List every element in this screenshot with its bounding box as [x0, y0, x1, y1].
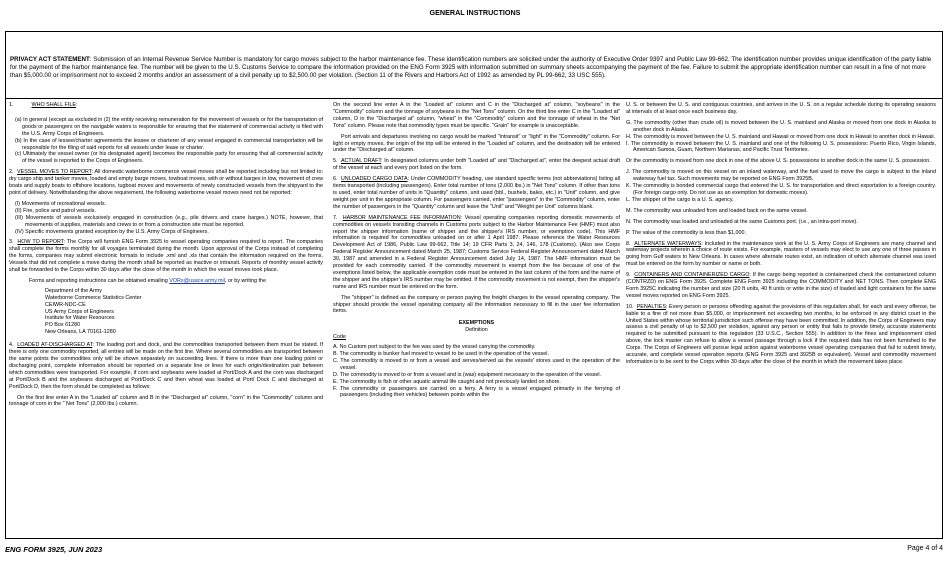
section-2-iv: (IV) Specific movements granted exception by the U.S. Army Corps of Engineers.	[15, 228, 209, 235]
col2-para-2: Port arrivals and departures involving no cargo would be marked "intransit" or "light" in the "Commodity" column. For light or empty moves, the origin of the trip will be entered in the "Loaded at" column, and the destination will be entered under the "Discharged at" column.	[333, 133, 620, 154]
section-4-end: On the first line enter A in the "Loaded at" column and B in the "Discharged at" column, "corn" in the "Commodity" column and tonnage of corn in the " Net Tons" (2,000 lbs.) column.	[9, 394, 323, 408]
exemption-h: H. The commodity is moved between the U. S. mainland and Hawaii or moved from one dock in Hawaii to another dock in Hawaii.	[626, 133, 936, 140]
section-2: 2. VESSEL MOVES TO REPORT: All domestic waterborne commerce vessel moves shall be reported including but not limited to: dry cargo ship and tanker moves, loaded and empty barge moves, towboat moves, with or without barges in tow, movement of crew boats and supply boats to offshore locations, tugboat moves and movements of newly constructed vessels from the shipyard to the point of delivery. Notwithstanding the above requirement, the following waterborne vessel moves need not be reported:	[9, 169, 324, 196]
section-1-heading: 1. WHO SHALL FILE:	[9, 102, 78, 108]
address-line: New Orleans, LA 70161-1280	[45, 329, 116, 336]
section-4: 4. LOADED AT-DISCHARGED AT: The loading port and dock, and the commodities transported between them must be stated. If there is only one commodity reported, all entries will be made on the first line. Where several commodities are transported between the same points the commodities only will be shown separately on succeeding lines. If there is more than one loading point or discharging point, complete information should be reported on a separate line or lines for each origin/destination pair between which commodities were transported. For example, if corn and soybeans were loaded at Port/Dock A and the corn was discharged at Port/Dock B and the soybeans discharged at Port/Dock C and then wheat was loaded at Port/ Dock C and discharged at Port/Dock D, then the form should be completed as follows:	[9, 342, 323, 390]
divider	[6, 98, 942, 99]
form-number: ENG FORM 3925, JUN 2023	[5, 545, 103, 554]
section-10: 10. PENALTIES: Every person or persons offending against the provisions of this regulation shall, for each and every offense, be liable to a fine of not more than $5,000, or imprisonment not exceeding two months, to be enforced in any district court in the United States within whose territorial jurisdiction such offense may have been committed. In addition, the Corps of Engineers may assess a civil penalty of up to $2,500 per violation, against any person or entity that fails to provide timely, accurate statements required to be submitted pursuant to this regulation (33 U.S.C., Section 555). In addition to the fines and imprisonment cited above, the lock master can refuse to allow a vessel passage through a lock if the required data has not been furnished to the Corps. The Corps of Engineers will pursue legal action against waterborne vessel operating companies that fail to submit timely, accurate, and complete vessel operation reports (ENG Form 3925 and 3925B or equivalent). Vessel and commodity movement information is to be sent to the Corps within 30 days after the close of the month in which the movement takes place.	[626, 303, 936, 365]
section-8: 8. ALTERNATE WATERWAYS: Included in the maintenance work at the U. S. Army Corps of Engineers are many channel and waterway projects wherein a choice of route exists. For example, masters of vessels may elect to use any one of three passes in going from Gulf waters to New Orleans. In cases where alternate routes exist, an indication of which alternate channel was used must be entered on the form by number or name or both.	[626, 240, 936, 268]
address-line: US Army Corps of Engineers	[45, 308, 114, 315]
instructions-frame	[5, 31, 943, 539]
exemption-j: J. The commodity is moved on this vessel on an inland waterway, and the fuel used to move the cargo is subject to the inland waterway fuel tax. Such movements may be reported on ENG Form 3925B.	[626, 169, 936, 183]
col3-para-0: U. S. or between the U. S. and contiguous countries, and arrives in the U. S. on a regular schedule during its operating seasons at intervals of at least once each business day.	[626, 102, 936, 115]
exemption-i: I. The commodity is moved between the U. S. mainland and one of the following U. S. possessions: Puerto Rico, Virgin Islands, American Samoa, Guam, Northern Marianas, and Pacific Trust Territories.	[626, 140, 936, 154]
section-7-shipper: The "shipper" is defined as the company or person paying the freight charges to the vessel operating company. The shipper should provide the vessel operating company all the information necessary to fill in the user fee information items.	[333, 294, 620, 315]
column-2	[333, 102, 620, 399]
exemption-g: G. The commodity (other than crude oil) is moved between the U. S. mainland and Alaska or moved from one dock in Alaska to another dock in Alaska.	[626, 119, 936, 133]
vor-email-link[interactable]: VORs@usace.army.mil	[169, 277, 225, 284]
address-line: CEIWR-NDC-CE	[45, 301, 86, 308]
column-1	[9, 102, 323, 412]
exemption-n: N. The commodity was loaded and unloaded at the same Customs port. (i.e., an intra-port move).	[626, 218, 858, 225]
section-3: 3. HOW TO REPORT: The Corps will furnish ENG Form 3925 to vessel operating companies required to report. The companies shall complete the forms monthly for all voyages terminated during the month. Upon approval of the Corps instead of completing the forms, companies may submit electronic formats to include .xml and .xls that contain the information required on the forms. Vessels that did not complete a move during the month shall be reported as inactive or intransit. Reports of monthly vessel activity shall be forwarded to the Corps within 30 days after the close of the month in which the vessel moves took place.	[9, 239, 323, 274]
exemption-l: L. The shipper of the cargo is a U. S. agency.	[626, 196, 734, 203]
exemption-d: D. The commodity is moved to or from a vessel and is (was) equipment necessary to the operation of the vessel.	[333, 371, 602, 378]
exemption-b: B. The commodity is bunker fuel moved to vessel to be used in the operation of the vessel.	[333, 351, 549, 357]
privacy-text: : Submission of an Internal Revenue Service Number is mandatory for cargo moves subject to the harbor maintenance fee. These identification numbers are solicited under the authority of Executive Order 9397 and Public Law 99-662. The identification number provides unique identification of the party liable for the payment of the harbor maintenance fee. The number will be given to the U.S. Customs Service to compare the information provided on the ENG Form 3925 with information submitted on summary sheets accompanying the payment of the fee. Failure to submit the appropriate identification number can result in a fine of not more than $5,000.00 or imprisonment not to exceed 2 months and/or an assessment of a civil penalty up to $2,500.00 per violation. (Section 11 of the Rivers and Harbors Act of 1992 as amended by PL 99-662, 33 USC 555).	[10, 56, 932, 80]
section-1-b: (b) In the case of lessee/charter agreements the lessee or charterer of any vessel engaged in commercial transportation will be responsible for the filing of said reports for all vessels under lease or charter.	[15, 137, 323, 151]
section-2-ii: (II) Fire, police and patrol vessels.	[15, 207, 96, 214]
address-line: Institute for Water Resources	[45, 315, 115, 322]
exemption-m: M. The commodity was unloaded from and loaded back on the same vessel.	[626, 207, 808, 214]
section-1-c: (c) Ultimately the vessel owner (or his designated agent) becomes the responsible party for ensuring that all commercial activity of the vessel is reported to the Corps of Engineers.	[15, 151, 323, 165]
exemption-k: K. The commodity is bonded commercial cargo that entered the U. S. for transportation and direct exportation to a foreign country. (For foreign cargo only. Do not use as an exemption for domestic moves).	[626, 183, 936, 196]
section-2-iii: (III) Movements of vessels exclusively engaged in construction (e.g., pile drivers and crane barges.) NOTE, however, that movements of supplies, materials and crews to or from a construction site must be reported.	[15, 214, 323, 228]
column-3	[626, 102, 936, 370]
page-title: GENERAL INSTRUCTIONS	[429, 8, 521, 17]
section-6: 6. UNLOADED CARGO DATA: Under COMMODITY heading, use standard specific terms (not abbreviations) listing all items transported (including passengers). Enter total number of tons (2,000 lbs.) in "Net Tons" column. If other than tons is used, enter total number of units in "Quantity" column, unit used (bbl., bushels, bales, etc.) in "Unit" column, and give weight per unit in the appropriate column. For passengers carried, enter "passengers" in the "Commodity" column, enter the number of passengers in the "Quantity" column and leave the "Unit" and "Weight per Unit" columns blank.	[333, 176, 621, 210]
section-5: 5. ACTUAL DRAFT: In designated columns under both "Loaded at" and "Discharged at", enter the deepest actual draft of the vessel at each and every port listed on the form.	[333, 158, 621, 172]
privacy-act-statement	[10, 56, 938, 81]
exemption-c: C. The commodity is moved to or from a vessel and serves/served as the vessels' stores used in the operation of the vessel.	[333, 357, 620, 371]
section-3-forms: Forms and reporting instructions can be obtained emailing VORs@usace.army.mil, or by writing the	[29, 277, 266, 284]
exemption-f: F. The commodity or passengers are carried on a ferry. A ferry is a vessel engaged primarily in the ferrying of passengers (including their vehicles) between points within the	[333, 385, 620, 399]
address-line: Department of the Army	[45, 287, 102, 294]
address-line: PO Box 61280	[45, 322, 81, 329]
page-number: Page 4 of 4	[907, 545, 943, 552]
exemptions-code: Code	[333, 334, 346, 341]
section-7: 7. HARBOR MAINTENANCE FEE INFORMATION: Vessel operating companies reporting domestic movements of commodities on vessels transiting channels in Customs ports subject to the Harbor Maintenance Fee (HMF) must also report the shipper information (name of shipper and the shipper's IRS number, or exemption code). This HMF information is required for commodities unloaded on or after 1 April 1987. Please reference the Water Resources Development Act of 1986, Public Law 99-662, Title 14; 19 CFR Parts 3, 24, 146, 178 (Customs). (Also see Corps Federal Register Announcement dated March 25, 1987; Customs Service Federal Register Announcement dated March 30, 1987 and amended in a Federal Register Announcement dated July 14, 1987. The HMF information must be provided for each commodity carried. If the commodity movement is exempt from the fee because of one of the exemptions listed below, the applicable exemption code must be entered in the last column of the form and the name of the shipper and the shipper's IRS number may be omitted. If the commodity movement is not exempt, then the shipper's name and IRS number must be entered on the form.	[333, 214, 621, 290]
exemption-or: Or the commodity is moved from one dock in one of the above U. S. possessions to another dock in the same U. S. possession.	[626, 158, 931, 165]
col2-para-1: On the second line enter A in the "Loaded at" column and C in the "Discharged at" column, "soybeans" in the "Commodity" column and the tonnage of soybeans in the "Net Tons" column. On the third line enter C in the "Loaded at" column, D in the "Discharged at" column, "wheat" in the "Commodity" column and the tonnage of wheat in the "Net Tons" column. Please note that commodity types must be specific. "Grain" for example is unacceptable.	[333, 102, 620, 129]
section-9: 9. CONTAINERS AND CONTAINERIZED CARGO: If the cargo being reported is containerized check the containerized column (CONTRZD) on ENG Form 3925. Complete ENG Form 3925 including the COMMODITY and NET TONS. Then complete ENG Form 3925C indicating the number and size (20 ft units, 40 ft units or write in the size) of loaded and light containers for the same vessel moves reported on ENG Form 3925.	[626, 272, 936, 299]
exemptions-heading: EXEMPTIONS	[458, 320, 495, 327]
address-line: Waterborne Commerce Statistics Center	[45, 294, 142, 301]
exemptions-definition: Definition	[465, 327, 488, 334]
privacy-label: PRIVACY ACT STATEMENT	[10, 56, 90, 63]
exemption-p: P. The value of the commodity is less than $1,000.	[626, 229, 746, 236]
exemption-a: A. No Custom port subject to the fee was used by the vessel carrying the commodity.	[333, 344, 536, 351]
section-1-a: (a) In general (except as excluded in (2) the entity receiving remuneration for the movement of vessels or for the transportation of goods or passengers on the navigable waters is responsible for ensuring that the statement of commercial activity is filed with the U.S. Army Corps of Engineers.	[15, 116, 323, 137]
exemption-e: E. The commodity is fish or other aquatic animal life caught and not previously landed on shore.	[333, 378, 561, 385]
section-2-i: (I) Movements of recreational vessels.	[15, 200, 107, 207]
